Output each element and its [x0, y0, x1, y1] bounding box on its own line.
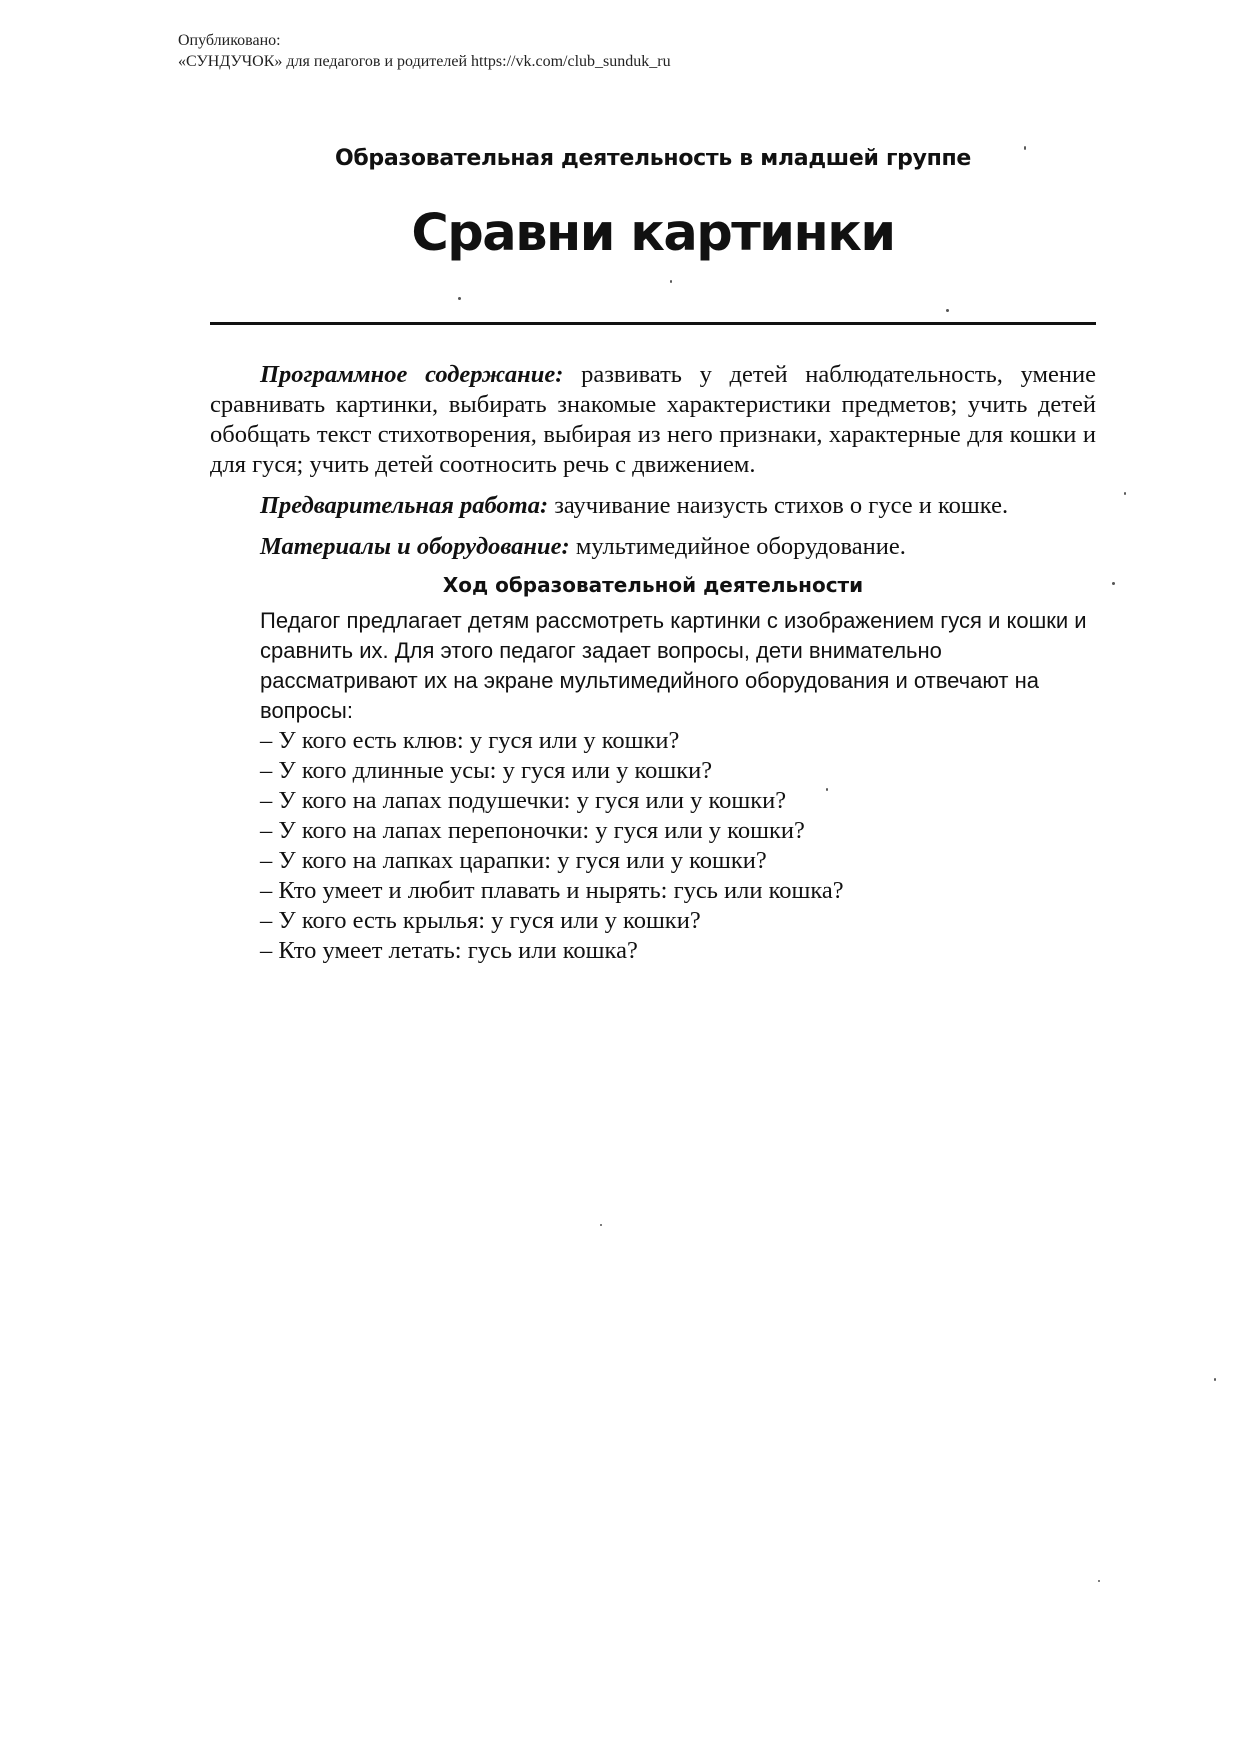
preliminary-label: Предварительная работа: [260, 492, 549, 519]
program-label: Программное содержание: [260, 361, 564, 388]
series-header: Образовательная деятельность в младшей группе [334, 146, 972, 171]
preliminary-text: заучивание наизусть стихов о гусе и кошке. [548, 492, 1009, 519]
published-note [178, 30, 671, 72]
page-title: Сравни картинки [411, 204, 895, 263]
question-item: – Кто умеет и любит плавать и нырять: гусь или кошка? [260, 877, 844, 904]
question-item: – У кого на лапах подушечки: у гуся или у кошки? [260, 787, 787, 814]
preliminary-paragraph [210, 491, 1096, 521]
question-item: – У кого на лапах перепоночки: у гуся или у кошки? [260, 817, 805, 844]
question-item: – У кого длинные усы: у гуся или у кошки? [260, 757, 713, 784]
published-label: Опубликовано: [178, 32, 281, 49]
question-item: – Кто умеет летать: гусь или кошка? [260, 937, 638, 964]
question-item: – У кого есть клюв: у гуся или у кошки? [260, 727, 680, 754]
question-item: – У кого есть крылья: у гуся или у кошки? [260, 907, 701, 934]
scan-speck [1124, 492, 1126, 495]
materials-paragraph [210, 532, 1096, 562]
section-heading: Ход образовательной деятельности [442, 573, 864, 597]
materials-text: мультимедийное оборудование. [569, 533, 906, 560]
question-item: – У кого на лапках царапки: у гуся или у кошки? [260, 847, 767, 874]
scan-speck [458, 297, 461, 300]
document-body [210, 360, 1096, 966]
title-divider [210, 322, 1096, 325]
published-source: «СУНДУЧОК» для педагогов и родителей https://vk.com/club_sunduk_ru [178, 53, 671, 70]
intro-paragraph: Педагог предлагает детям рассмотреть картинки с изображением гуся и кошки и сравнить их. Для этого педагог задает вопросы, дети внимательно рассматривают их на экране мультимедийного оборудования и отвечают на вопросы: [260, 608, 1087, 723]
program-text: развивать у детей наблюдательность, умение сравнивать картинки, выбирать знакомые характеристики предметов; учить детей обобщать текст стихотворения, выбирая из него признаки, характерные для кошки и для гуся; учить детей соотносить речь с движением. [210, 361, 1096, 478]
scan-speck [1112, 582, 1115, 585]
program-paragraph [210, 360, 1096, 480]
scan-speck [670, 280, 672, 283]
scan-speck [600, 1224, 602, 1226]
scan-speck [826, 788, 828, 791]
scan-speck [1024, 146, 1026, 150]
question-list [260, 726, 1096, 966]
scan-speck [1214, 1378, 1216, 1381]
materials-label: Материалы и оборудование: [260, 533, 570, 560]
scan-speck [1098, 1580, 1100, 1582]
scan-speck [946, 309, 949, 312]
